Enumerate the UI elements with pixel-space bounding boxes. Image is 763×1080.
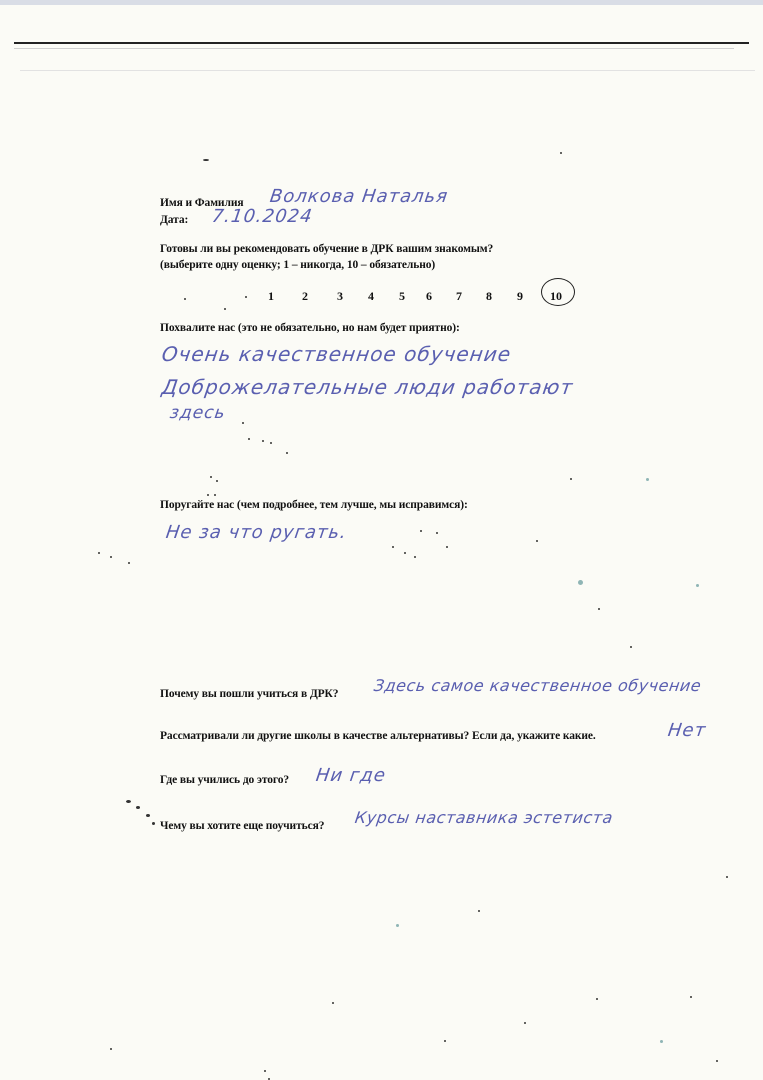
- rating-option-6: 6: [426, 289, 432, 303]
- rating-option-2: 2: [302, 289, 308, 303]
- where-label: Где вы учились до этого?: [160, 774, 290, 786]
- rating-option-5: 5: [399, 289, 405, 303]
- header-rule-secondary: [14, 48, 734, 49]
- praise-line-1: Очень качественное обучение: [160, 342, 513, 366]
- more-label: Чему вы хотите еще поучиться?: [160, 820, 325, 832]
- rating-option-9: 9: [517, 289, 523, 303]
- rating-option-1: 1: [268, 289, 274, 303]
- header-rule-faint: [20, 70, 755, 71]
- rating-option-10: 10: [550, 289, 562, 303]
- date-label: Дата:: [160, 214, 189, 226]
- where-value: Ни где: [314, 765, 388, 786]
- recommend-hint: (выберите одну оценку; 1 – никогда, 10 – обязательно): [160, 259, 436, 271]
- criticism-label: Поругайте нас (чем подробнее, тем лучше, мы исправимся):: [160, 499, 468, 511]
- name-value: Волкова Наталья: [268, 186, 450, 207]
- praise-line-3: здесь: [168, 403, 228, 423]
- more-value: Курсы наставника эстетиста: [353, 808, 615, 827]
- scan-top-edge: [0, 0, 763, 5]
- date-value: 7.10.2024: [210, 206, 315, 227]
- recommend-question: Готовы ли вы рекомендовать обучение в ДРК вашим знакомым?: [160, 243, 494, 255]
- name-label: Имя и Фамилия: [160, 197, 244, 209]
- alternatives-value: Нет: [666, 720, 708, 741]
- praise-label: Похвалите нас (это не обязательно, но нам будет приятно):: [160, 322, 460, 334]
- rating-option-7: 7: [456, 289, 462, 303]
- header-rule: [14, 42, 749, 44]
- why-value: Здесь самое качественное обучение: [372, 676, 703, 695]
- criticism-value: Не за что ругать.: [164, 522, 349, 543]
- alternatives-label: Рассматривали ли другие школы в качестве альтернативы? Если да, укажите какие.: [160, 730, 596, 742]
- why-label: Почему вы пошли учиться в ДРК?: [160, 688, 339, 700]
- rating-option-4: 4: [368, 289, 374, 303]
- praise-line-2: Доброжелательные люди работают: [160, 375, 575, 399]
- rating-option-8: 8: [486, 289, 492, 303]
- rating-option-3: 3: [337, 289, 343, 303]
